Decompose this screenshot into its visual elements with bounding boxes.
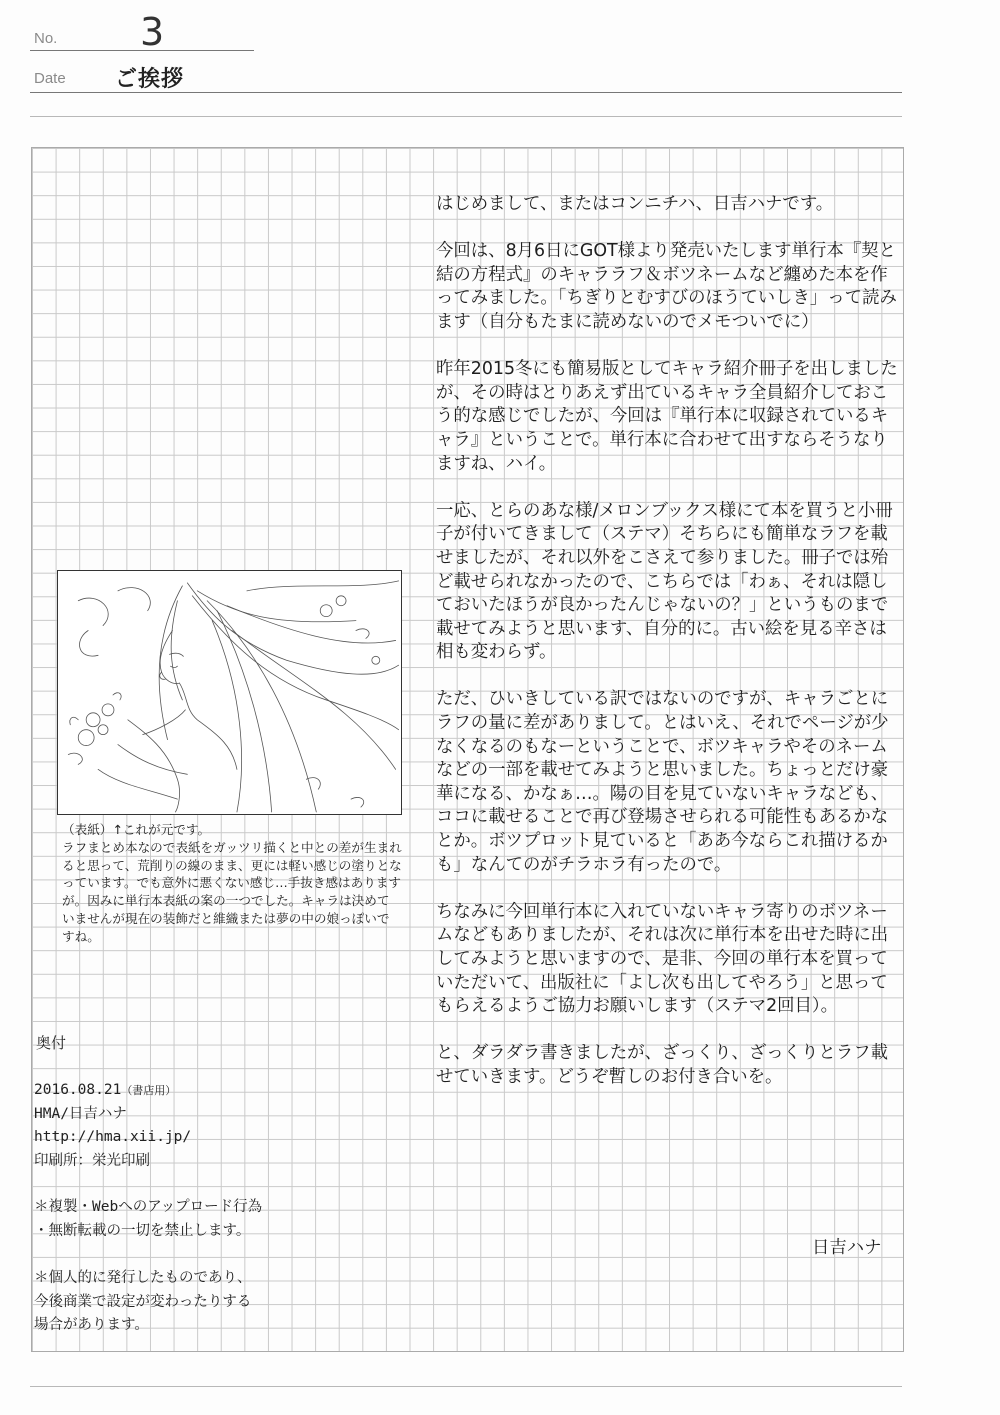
no-label: No.	[34, 30, 58, 47]
caption-heading: （表紙）↑これが元です。	[62, 822, 211, 837]
colophon-date-note: （書店用）	[121, 1084, 177, 1097]
notice-line: ・無断転載の一切を禁止します。	[34, 1222, 251, 1239]
notice-line: 場合があります。	[34, 1317, 149, 1334]
colophon-title: 奥付	[36, 1034, 67, 1052]
date-label: Date	[34, 70, 66, 87]
notice-line: ＊複製・Webへのアップロード行為	[34, 1199, 263, 1215]
page-title: ご挨拶	[115, 67, 185, 92]
sketch-drawing	[58, 571, 401, 814]
notice-line: ＊個人的に発行したものであり、	[34, 1270, 252, 1286]
greeting-text	[436, 193, 901, 1113]
notice-line: 今後商業で設定が変わったりする	[34, 1293, 252, 1310]
paragraph: 一応、とらのあな様/メロンブックス様にて本を買うと小冊子が付いてきまして（ステマ）そちらにも簡単なラフを載せましたが、それ以外をこさえて参りました。冊子では殆ど載せられなかったので、こちらでは「わぁ、それは隠しておいたほうが良かったんじゃないの？」というものまで載せてみようと思います、自分的に。古い絵を見る辛さは相も変わらず。	[436, 500, 893, 663]
paragraph: はじめまして、またはコンニチハ、日吉ハナです。	[436, 194, 834, 214]
paragraph: 今回は、8月6日にGOT様より発売いたします単行本『契と結の方程式』のキャララフ＆ボツネームなど纏めた本を作ってみました。「ちぎりとむすびのほうていしき」って読みます（自分もたまに読めないのでメモついでに）	[436, 241, 897, 332]
colophon-date-line	[34, 1079, 191, 1103]
paragraph: 昨年2015冬にも簡易版としてキャラ紹介冊子を出しましたが、その時はとりあえず出ているキャラ全員紹介しておこう的な感じでしたが、今回は『単行本に収録されているキャラ』ということで。単行本に合わせて出すならそうなりますね、ハイ。	[436, 359, 898, 474]
paragraph: ちなみに今回単行本に入れていないキャラ寄りのボツネームなどもありましたが、それは次に単行本を出せた時に出してみようと思いますので、是非、今回の単行本を買っていただいて、出版社に「よし次も出してやろう」と思ってもらえるようご協力お願いします（ステマ2回目）。	[436, 901, 889, 1017]
sketch-caption	[62, 821, 402, 946]
personal-notice	[34, 1267, 252, 1338]
header-rule	[30, 116, 902, 117]
no-underline	[30, 50, 254, 51]
caption-body: ラフまとめ本なので表紙をガッツリ描くと中との差が生まれると思って、荒削りの線のまま、更には軽い感じの塗りとなっています。でも意外に悪くない感じ…手抜き感はありますが。因みに単行本表紙の案の一つでした。キャラは決めていませんが現在の装飾だと維織または夢の中の娘っぽいですね。	[62, 839, 402, 944]
colophon-author: HMA/日吉ハナ	[34, 1105, 127, 1122]
colophon-printer: 印刷所：栄光印刷	[34, 1152, 150, 1169]
cover-sketch-image	[57, 570, 402, 815]
colophon-url: http://hma.xii.jp/	[34, 1129, 192, 1146]
footer-rule	[30, 1386, 902, 1387]
date-underline	[30, 92, 902, 93]
signature: 日吉ハナ	[812, 1238, 882, 1258]
paragraph: と、ダラダラ書きましたが、ざっくり、ざっくりとラフ載せていきます。どうぞ暫しのお付き合いを。	[436, 1043, 888, 1087]
copy-notice	[34, 1196, 262, 1243]
page-number: 3	[140, 10, 165, 54]
colophon	[34, 1079, 191, 1173]
colophon-date: 2016.08.21	[34, 1082, 122, 1098]
paragraph: ただ、ひいきしている訳ではないのですが、キャラごとにラフの量に差がありまして。とはいえ、それでページが少なくなるのもなーということで、ボツキャラやそのネームなどの一部を載せてみようと思いました。ちょっとだけ豪華になる、かなぁ…。陽の目を見ていないキャラなども、ココに載せることで再び登場させられる可能性もあるかなとか。ボツプロット見ていると「ああ今ならこれ描けるかも」なんてのがチラホラ有ったので。	[436, 689, 889, 875]
